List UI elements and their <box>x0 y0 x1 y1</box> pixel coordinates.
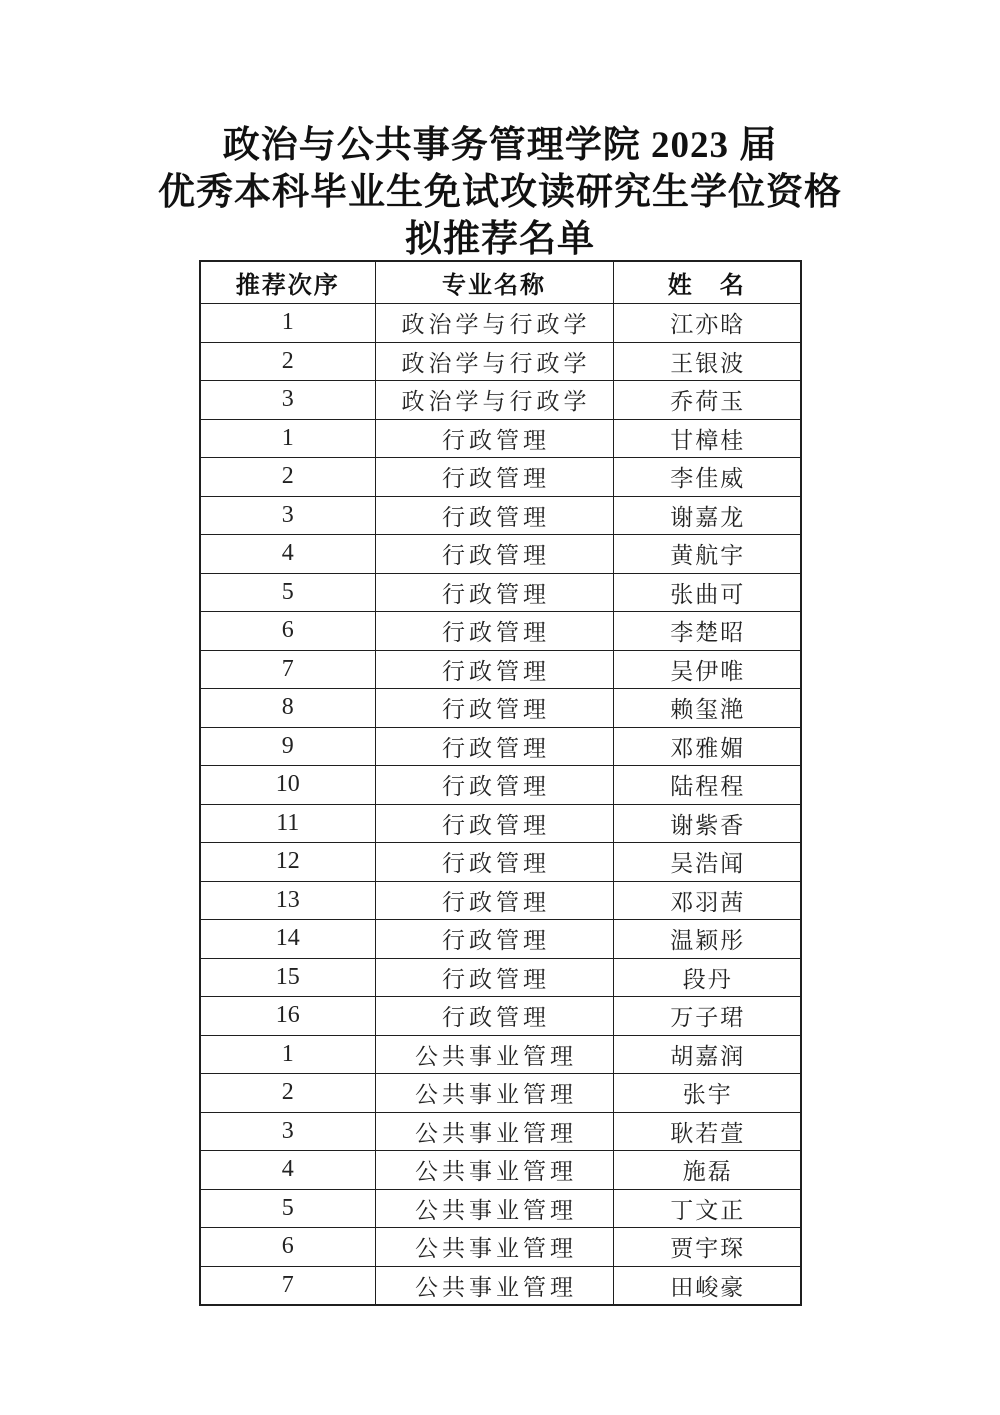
cell-order: 11 <box>200 804 375 843</box>
table-row <box>200 535 801 574</box>
cell-name: 温颖彤 <box>613 920 801 959</box>
cell-name: 黄航宇 <box>613 535 801 574</box>
cell-name: 甘樟桂 <box>613 419 801 458</box>
cell-name: 施磊 <box>613 1151 801 1190</box>
cell-major: 行政管理 <box>375 727 613 766</box>
cell-major: 行政管理 <box>375 920 613 959</box>
cell-name: 王银波 <box>613 342 801 381</box>
table-row <box>200 304 801 343</box>
cell-major: 公共事业管理 <box>375 1189 613 1228</box>
table-row <box>200 920 801 959</box>
cell-order: 7 <box>200 1266 375 1305</box>
cell-major: 公共事业管理 <box>375 1228 613 1267</box>
table-row <box>200 1189 801 1228</box>
cell-major: 行政管理 <box>375 881 613 920</box>
cell-name: 谢紫香 <box>613 804 801 843</box>
cell-major: 行政管理 <box>375 997 613 1036</box>
cell-name: 江亦晗 <box>613 304 801 343</box>
cell-major: 行政管理 <box>375 419 613 458</box>
cell-order: 3 <box>200 381 375 420</box>
cell-major: 政治学与行政学 <box>375 304 613 343</box>
table-header-row <box>200 261 801 304</box>
cell-order: 5 <box>200 573 375 612</box>
table-row <box>200 419 801 458</box>
cell-major: 行政管理 <box>375 689 613 728</box>
table-row <box>200 1035 801 1074</box>
cell-order: 7 <box>200 650 375 689</box>
table-row <box>200 342 801 381</box>
cell-name: 耿若萱 <box>613 1112 801 1151</box>
table-row <box>200 1151 801 1190</box>
cell-order: 13 <box>200 881 375 920</box>
cell-name: 陆程程 <box>613 766 801 805</box>
table-row <box>200 1112 801 1151</box>
table-row <box>200 573 801 612</box>
cell-order: 6 <box>200 612 375 651</box>
table-body <box>200 304 801 1306</box>
cell-name: 田峻豪 <box>613 1266 801 1305</box>
cell-major: 行政管理 <box>375 843 613 882</box>
table-row <box>200 766 801 805</box>
cell-major: 行政管理 <box>375 535 613 574</box>
cell-name: 丁文正 <box>613 1189 801 1228</box>
document-title <box>0 122 1000 263</box>
table-row <box>200 612 801 651</box>
cell-major: 行政管理 <box>375 804 613 843</box>
title-line-2: 优秀本科毕业生免试攻读研究生学位资格 <box>158 172 842 213</box>
column-header-order: 推荐次序 <box>200 261 375 304</box>
cell-name: 李楚昭 <box>613 612 801 651</box>
table-row <box>200 804 801 843</box>
cell-order: 1 <box>200 1035 375 1074</box>
table-row <box>200 381 801 420</box>
table-row <box>200 843 801 882</box>
cell-order: 14 <box>200 920 375 959</box>
table-row <box>200 1074 801 1113</box>
table-row <box>200 881 801 920</box>
cell-order: 3 <box>200 1112 375 1151</box>
table-row <box>200 458 801 497</box>
recommendation-table <box>199 260 802 1306</box>
cell-order: 15 <box>200 958 375 997</box>
cell-name: 邓羽茜 <box>613 881 801 920</box>
cell-order: 4 <box>200 535 375 574</box>
cell-name: 段丹 <box>613 958 801 997</box>
cell-major: 公共事业管理 <box>375 1035 613 1074</box>
cell-name: 胡嘉润 <box>613 1035 801 1074</box>
cell-major: 公共事业管理 <box>375 1112 613 1151</box>
title-line-1: 政治与公共事务管理学院 2023 届 <box>222 125 778 166</box>
title-line-3: 拟推荐名单 <box>405 219 595 260</box>
cell-order: 1 <box>200 419 375 458</box>
cell-order: 2 <box>200 1074 375 1113</box>
cell-name: 张宇 <box>613 1074 801 1113</box>
table-row <box>200 958 801 997</box>
table-row <box>200 650 801 689</box>
table-row <box>200 727 801 766</box>
cell-order: 2 <box>200 458 375 497</box>
cell-major: 政治学与行政学 <box>375 342 613 381</box>
cell-name: 谢嘉龙 <box>613 496 801 535</box>
table-row <box>200 496 801 535</box>
cell-order: 9 <box>200 727 375 766</box>
cell-name: 吴伊唯 <box>613 650 801 689</box>
cell-major: 行政管理 <box>375 766 613 805</box>
cell-order: 10 <box>200 766 375 805</box>
cell-name: 赖玺滟 <box>613 689 801 728</box>
cell-major: 行政管理 <box>375 458 613 497</box>
cell-major: 公共事业管理 <box>375 1074 613 1113</box>
cell-order: 8 <box>200 689 375 728</box>
cell-order: 2 <box>200 342 375 381</box>
cell-order: 16 <box>200 997 375 1036</box>
table-row <box>200 1266 801 1305</box>
cell-order: 12 <box>200 843 375 882</box>
cell-major: 行政管理 <box>375 650 613 689</box>
cell-name: 万子珺 <box>613 997 801 1036</box>
cell-major: 行政管理 <box>375 958 613 997</box>
table-row <box>200 689 801 728</box>
cell-order: 6 <box>200 1228 375 1267</box>
cell-order: 3 <box>200 496 375 535</box>
cell-major: 公共事业管理 <box>375 1151 613 1190</box>
column-header-major: 专业名称 <box>375 261 613 304</box>
cell-order: 5 <box>200 1189 375 1228</box>
cell-name: 张曲可 <box>613 573 801 612</box>
cell-name: 乔荷玉 <box>613 381 801 420</box>
column-header-name: 姓 名 <box>613 261 801 304</box>
table-row <box>200 1228 801 1267</box>
cell-major: 行政管理 <box>375 612 613 651</box>
cell-order: 1 <box>200 304 375 343</box>
cell-major: 政治学与行政学 <box>375 381 613 420</box>
cell-order: 4 <box>200 1151 375 1190</box>
cell-name: 邓雅媚 <box>613 727 801 766</box>
cell-major: 公共事业管理 <box>375 1266 613 1305</box>
cell-name: 李佳威 <box>613 458 801 497</box>
cell-major: 行政管理 <box>375 573 613 612</box>
cell-major: 行政管理 <box>375 496 613 535</box>
cell-name: 贾宇琛 <box>613 1228 801 1267</box>
table-row <box>200 997 801 1036</box>
cell-name: 吴浩闻 <box>613 843 801 882</box>
